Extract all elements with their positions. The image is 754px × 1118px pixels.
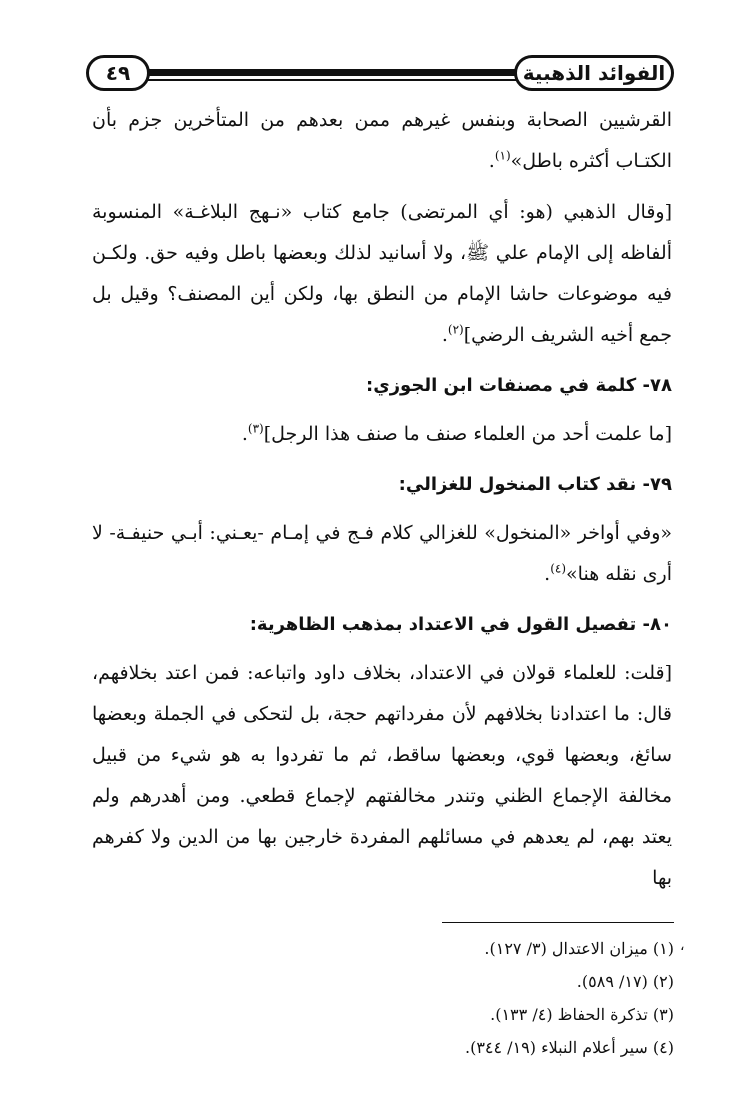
paragraph-5: [قلت: للعلماء قولان في الاعتداد، بخلاف داود واتباعه: فمن اعتد بخلافهم، قال: ما اعتدادنا بخلافهم لأن مفرداتهم حجة، بل لتحكى في الجملة وبعضها سائغ، وبعضها قوي، وبعضها ساقط، ثم ما تفردوا به هو شيء من قبيل مخالفة الإجماع الظني وتندر مخالفتهم لإجماع قطعي. ومن أهدرهم ولم يعتد بهم، لم يعدهم في مسائلهم المفردة خارجين بها من الدين ولا كفرهم بها [92, 662, 672, 889]
paragraph-4: «وفي أواخر «المنخول» للغزالي كلام فـج في إمـام -يعـني: أبـي حنيفـة- لا أرى نقله هنا»$^{(٤)}$. [92, 522, 672, 585]
footnotes [330, 932, 674, 1064]
book-title: الفوائد الذهبية [514, 55, 674, 91]
footnote-ref-1: (١) [494, 148, 511, 163]
paragraph-3: [ما علمت أحد من العلماء صنف ما صنف هذا الرجل]$^{(٣)}$. [241, 421, 672, 445]
footnote-ref-2: (٢) [447, 322, 464, 337]
main-text [92, 100, 672, 909]
footnote-2: (٢) (١٧/ ٥٨٩). [576, 972, 674, 991]
header-rule [138, 69, 534, 76]
section-heading-79: ٧٩- نقد كتاب المنخول للغزالي: [398, 474, 672, 495]
footnote-3: (٣) تذكرة الحفاظ (٤/ ١٣٣). [490, 1005, 674, 1024]
footnote-ref-4: (٤) [550, 561, 567, 576]
footnote-mark: ، [680, 938, 685, 954]
footnote-divider [442, 922, 674, 923]
footnote-4: (٤) سير أعلام النبلاء (١٩/ ٣٤٤). [464, 1038, 674, 1057]
paragraph-2: [وقال الذهبي (هو: أي المرتضى) جامع كتاب «نـهج البلاغـة» المنسوبة ألفاظه إلى الإمام علي ﷺ، ولا أسانيد لذلك وبعضها باطل وفيه حق. ولكـن فيه موضوعات حاشا الإمام من النطق بها، ولكن أين المصنف؟ وقيل بل جمع أخيه الشريف الرضي]$^{(٢)}$. [92, 201, 672, 346]
page-header [78, 52, 674, 98]
section-heading-80: ٨٠- تفصيل القول في الاعتداد بمذهب الظاهرية: [249, 614, 672, 635]
footnote-1: (١) ميزان الاعتدال (٣/ ١٢٧). [484, 939, 674, 958]
paragraph-1: القرشيين الصحابة وبنفس غيرهم ممن بعدهم من المتأخرين جزم بأن الكتـاب أكثره باطل»$^{(١)}$. [92, 109, 672, 172]
footnote-ref-3: (٣) [247, 421, 264, 436]
page-number: ٤٩ [86, 55, 150, 91]
section-heading-78: ٧٨- كلمة في مصنفات ابن الجوزي: [366, 375, 672, 396]
header-rule-thin [138, 79, 534, 81]
